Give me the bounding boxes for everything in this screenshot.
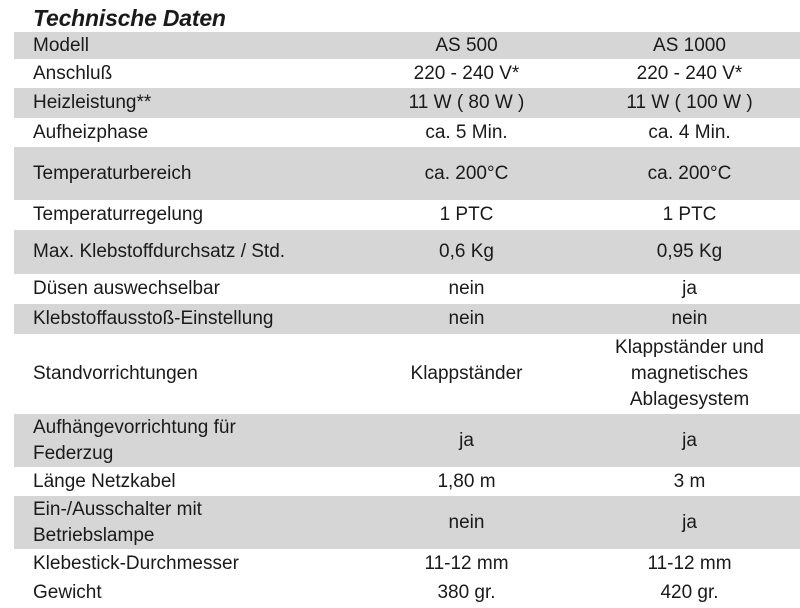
row-value-as500: 1 PTC [439, 204, 494, 225]
row-value-as500: 380 gr. [437, 581, 496, 603]
value-line: magnetisches [630, 363, 749, 384]
table-row [14, 230, 800, 274]
row-label: Gewicht [33, 581, 102, 603]
table-row [14, 88, 800, 118]
row-value-as1000: 420 gr. [660, 581, 719, 603]
row-value-as1000: ca. 4 Min. [648, 121, 731, 143]
table-row [14, 549, 800, 578]
row-value-as1000: ja [682, 511, 697, 533]
row-value-as1000: 11-12 mm [647, 552, 732, 574]
table-header-row [14, 32, 800, 59]
row-label: Klebstoffausstoß-Einstellung [33, 308, 274, 329]
header-col-as1000: AS 1000 [653, 34, 726, 56]
value-line: Ablagesystem [629, 389, 750, 410]
row-value-as1000: nein [671, 308, 708, 329]
row-label: Anschluß [33, 62, 113, 84]
row-label: Klebestick-Durchmesser [33, 552, 239, 574]
row-value-as500: nein [448, 308, 485, 329]
row-value-as1000: 220 - 240 V* [636, 62, 743, 84]
row-label: Länge Netzkabel [33, 470, 176, 492]
label-line: Aufhängevorrichtung für [33, 416, 236, 438]
row-value-as500: nein [448, 278, 485, 299]
row-value-as500: 1,80 m [437, 470, 496, 492]
row-label [14, 415, 354, 467]
table-row [14, 414, 800, 467]
row-value-as500: ja [459, 429, 474, 451]
header-col-as500: AS 500 [435, 34, 498, 56]
row-label: Heizleistung** [33, 92, 152, 113]
row-value-as500: ca. 200°C [424, 162, 509, 184]
section-title: Technische Daten [33, 5, 226, 31]
row-value-as1000: 3 m [673, 470, 706, 492]
spec-table [14, 32, 800, 607]
value-line: Klappständer und [615, 337, 764, 358]
row-value-as1000: ja [682, 278, 697, 299]
table-row [14, 118, 800, 147]
table-row [14, 334, 800, 414]
row-value-as500: ca. 5 Min. [425, 121, 508, 143]
label-line: Ein-/Ausschalter mit [33, 498, 202, 520]
table-row [14, 274, 800, 304]
row-value-as1000: ja [682, 429, 697, 451]
row-label: Max. Klebstoffdurchsatz / Std. [33, 241, 286, 262]
row-value-as1000: 11 W ( 100 W ) [626, 92, 753, 113]
table-row [14, 59, 800, 88]
row-label: Düsen auswechselbar [33, 278, 220, 299]
row-value-as1000: 1 PTC [662, 204, 717, 225]
row-value-as1000 [579, 335, 800, 413]
header-label: Modell [33, 34, 89, 56]
row-label: Temperaturbereich [33, 162, 192, 184]
row-label: Temperaturregelung [33, 204, 204, 225]
label-line: Betriebslampe [33, 524, 155, 546]
table-row [14, 304, 800, 334]
row-value-as500: 220 - 240 V* [413, 62, 520, 84]
row-value-as500: 11 W ( 80 W ) [408, 92, 525, 113]
table-row [14, 147, 800, 200]
row-value-as500: nein [448, 511, 485, 533]
label-line: Federzug [33, 442, 114, 464]
row-label [14, 497, 354, 549]
row-label: Standvorrichtungen [33, 363, 198, 384]
row-value-as1000: 0,95 Kg [656, 241, 723, 262]
row-value-as500: Klappständer [410, 363, 523, 384]
row-value-as1000: ca. 200°C [647, 162, 732, 184]
table-row [14, 496, 800, 549]
table-row [14, 467, 800, 496]
table-row [14, 200, 800, 230]
row-value-as500: 0,6 Kg [439, 241, 494, 262]
row-label: Aufheizphase [33, 121, 149, 143]
row-value-as500: 11-12 mm [424, 552, 509, 574]
table-row [14, 578, 800, 607]
